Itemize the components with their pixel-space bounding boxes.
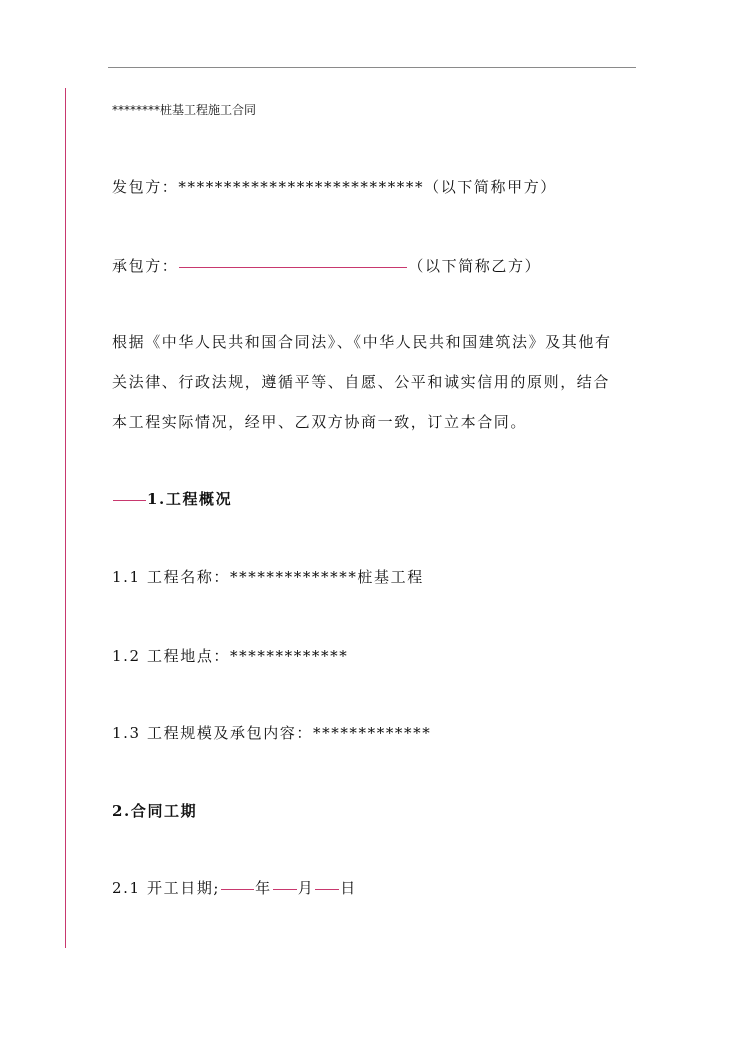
- contractor-line: [112, 255, 541, 276]
- day-label: 日: [340, 879, 357, 897]
- employer-value: ***************************: [178, 178, 425, 196]
- header-rule: [108, 67, 636, 68]
- section1-blank: [113, 500, 146, 501]
- employer-line: [112, 176, 557, 197]
- contractor-blank: [179, 267, 407, 268]
- section2-heading: 2.合同工期: [112, 802, 198, 820]
- preamble-line-1: 根据《中华人民共和国合同法》、《中华人民共和国建筑法》及其他有: [112, 333, 612, 351]
- start-date-line: [112, 877, 357, 898]
- section1-heading: 1.工程概况: [147, 490, 233, 508]
- month-label: 月: [297, 879, 315, 897]
- employer-suffix: （以下简称甲方）: [424, 178, 557, 196]
- left-margin-rule: [65, 88, 66, 948]
- contractor-suffix: （以下简称乙方）: [408, 257, 542, 275]
- item-1-2: 1.2 工程地点：*************: [112, 647, 349, 665]
- start-date-label: 2.1 开工日期;: [112, 879, 221, 897]
- year-blank: [221, 889, 254, 890]
- day-blank: [315, 889, 339, 890]
- year-label: 年: [255, 879, 272, 897]
- document-title: ********桩基工程施工合同: [112, 103, 257, 117]
- preamble-line-3: 本工程实际情况，经甲、乙双方协商一致，订立本合同。: [112, 413, 528, 431]
- item-1-1: 1.1 工程名称：**************桩基工程: [112, 568, 424, 586]
- contractor-label: 承包方：: [112, 257, 179, 275]
- section1-heading-line: [112, 488, 232, 509]
- preamble-line-2: 关法律、行政法规，遵循平等、自愿、公平和诚实信用的原则，结合: [112, 373, 611, 391]
- item-1-3: 1.3 工程规模及承包内容：*************: [112, 724, 432, 742]
- month-blank: [273, 889, 297, 890]
- employer-label: 发包方：: [112, 178, 179, 196]
